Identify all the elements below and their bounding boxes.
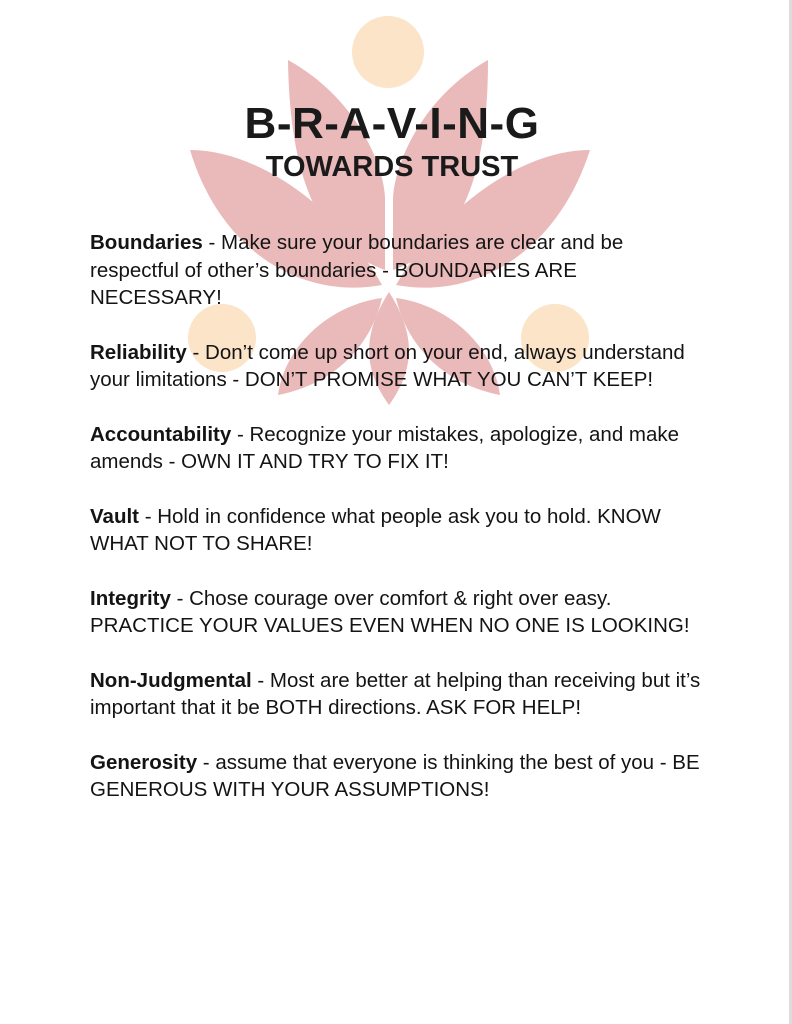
term-generosity: Generosity bbox=[90, 750, 198, 774]
term-reliability: Reliability bbox=[90, 340, 187, 364]
item-boundaries bbox=[90, 229, 710, 312]
desc-vault: - Hold in confidence what people ask you to hold. KNOW WHAT NOT TO SHARE! bbox=[90, 504, 661, 555]
item-accountability bbox=[90, 421, 710, 476]
desc-accountability: - Recognize your mistakes, apologize, and make amends - OWN IT AND TRY TO FIX IT! bbox=[90, 422, 680, 473]
item-generosity bbox=[90, 749, 710, 804]
term-accountability: Accountability bbox=[90, 422, 232, 446]
item-integrity bbox=[90, 585, 710, 640]
term-vault: Vault bbox=[90, 504, 139, 528]
page-title: B-R-A-V-I-N-G bbox=[244, 99, 540, 148]
term-non-judgmental: Non-Judgmental bbox=[90, 668, 252, 692]
desc-non-judgmental: - Most are better at helping than receiving but it’s important that it be BOTH directions. ASK FOR HELP! bbox=[90, 668, 701, 719]
item-vault bbox=[90, 503, 710, 558]
emblem-circle-top bbox=[352, 16, 424, 88]
page-subtitle: TOWARDS TRUST bbox=[265, 151, 519, 183]
item-non-judgmental bbox=[90, 667, 710, 722]
desc-generosity: - assume that everyone is thinking the best of you - BE GENEROUS WITH YOUR ASSUMPTIONS! bbox=[90, 750, 700, 801]
desc-integrity: - Chose courage over comfort & right over easy. PRACTICE YOUR VALUES EVEN WHEN NO ONE IS LOOKING! bbox=[90, 586, 690, 637]
term-integrity: Integrity bbox=[90, 586, 171, 610]
item-reliability bbox=[90, 339, 710, 394]
desc-boundaries: - Make sure your boundaries are clear and be respectful of other’s boundaries - BOUNDARIES ARE NECESSARY! bbox=[90, 231, 624, 309]
desc-reliability: - Don’t come up short on your end, always understand your limitations - DON’T PROMISE WHAT YOU CAN’T KEEP! bbox=[90, 340, 685, 391]
term-boundaries: Boundaries bbox=[90, 231, 203, 254]
braving-list bbox=[90, 229, 710, 804]
